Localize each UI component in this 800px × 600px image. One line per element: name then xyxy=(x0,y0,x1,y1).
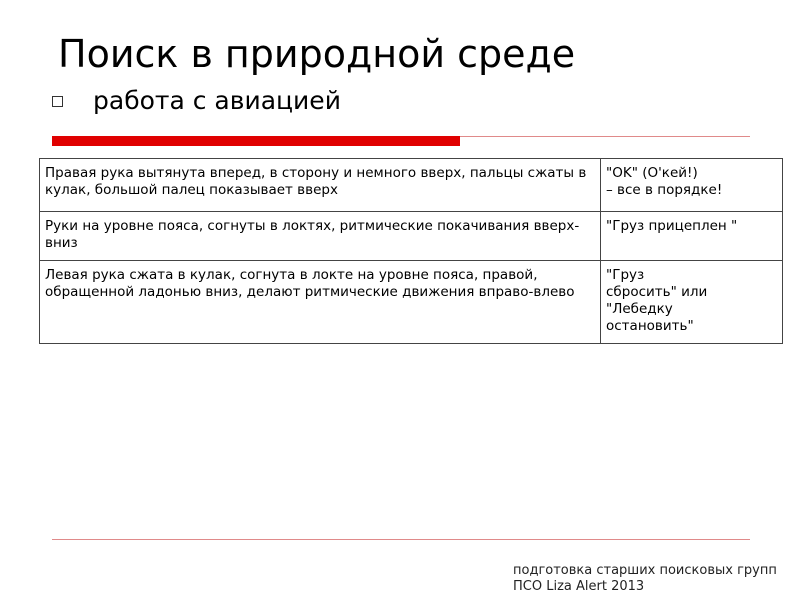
footer-line: подготовка старших поисковых групп xyxy=(513,563,777,578)
divider-top xyxy=(460,136,750,137)
meaning-line: "Лебедку xyxy=(606,301,673,317)
meaning-cell xyxy=(601,261,783,344)
meaning-line: "Груз прицеплен " xyxy=(606,218,738,234)
meaning-line: "Груз xyxy=(606,267,645,283)
footer-line: ПСО Liza Alert 2013 xyxy=(513,579,645,594)
table-row xyxy=(40,212,783,261)
gesture-cell: Руки на уровне пояса, согнуты в локтях, ритмические покачивания вверх-вниз xyxy=(40,212,601,261)
gesture-cell: Левая рука сжата в кулак, согнута в локте на уровне пояса, правой, обращенной ладонью вниз, делают ритмические движения вправо-влево xyxy=(40,261,601,344)
divider-bottom xyxy=(52,539,750,540)
bullet-item xyxy=(52,86,341,116)
table-row xyxy=(40,261,783,344)
accent-bar xyxy=(52,136,460,146)
signals-table xyxy=(39,158,783,344)
meaning-cell xyxy=(601,159,783,212)
square-bullet-icon xyxy=(52,96,63,107)
meaning-line: "OK" (O'кей!) xyxy=(606,165,698,181)
meaning-cell xyxy=(601,212,783,261)
bullet-text: работа с авиацией xyxy=(93,86,341,115)
meaning-line: – все в порядке! xyxy=(606,182,723,198)
meaning-line: остановить" xyxy=(606,318,694,334)
meaning-line: сбросить" или xyxy=(606,284,708,300)
table-row xyxy=(40,159,783,212)
slide-title: Поиск в природной среде xyxy=(58,32,576,76)
footer-caption xyxy=(513,563,777,595)
gesture-cell: Правая рука вытянута вперед, в сторону и немного вверх, пальцы сжаты в кулак, большой палец показывает вверх xyxy=(40,159,601,212)
